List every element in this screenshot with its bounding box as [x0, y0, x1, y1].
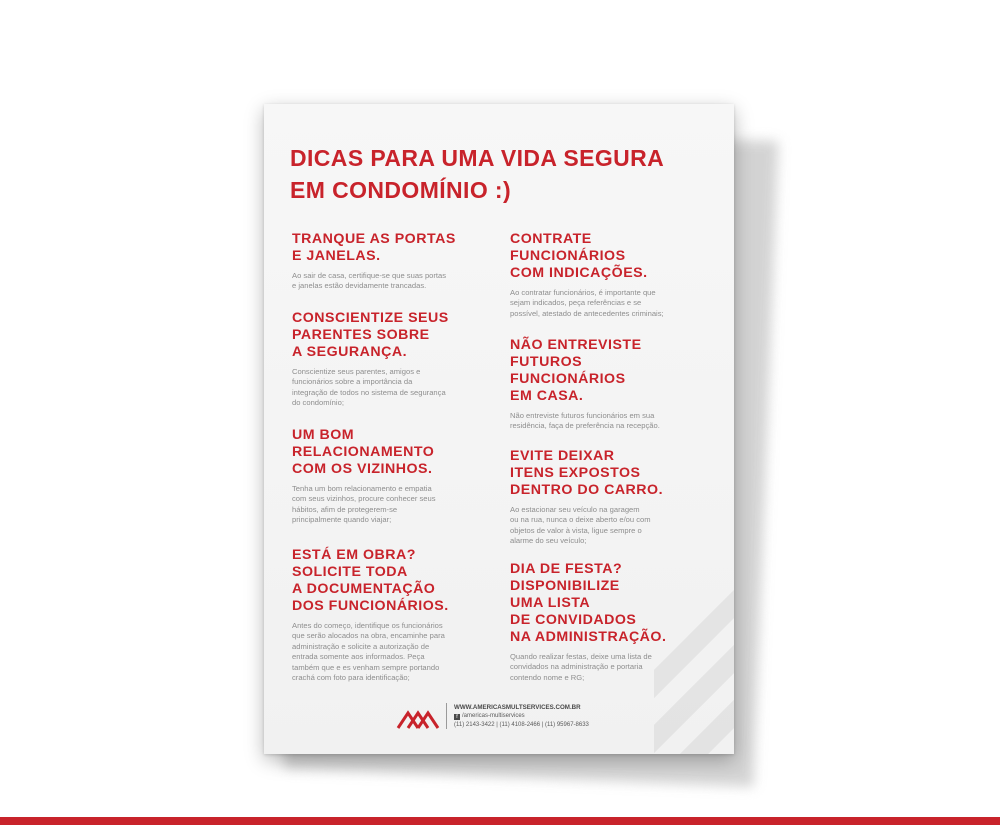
tip-heading-line: A DOCUMENTAÇÃO — [292, 581, 436, 597]
tip-heading-line: DENTRO DO CARRO. — [510, 482, 664, 498]
tip-heading-line: EM CASA. — [510, 388, 584, 404]
tip-heading-line: FUNCIONÁRIOS — [510, 248, 626, 264]
tip-heading-line: A SEGURANÇA. — [292, 344, 408, 360]
flyer-title-line: DICAS PARA UMA VIDA SEGURA — [290, 145, 665, 171]
tip-heading-line: ESTÁ EM OBRA? — [292, 547, 416, 563]
tip-body-line: Tenha um bom relacionamento e empatia — [292, 484, 432, 493]
tip-construction — [292, 547, 497, 683]
flyer-sheet — [264, 104, 734, 754]
tip-body-line: alarme do seu veículo; — [510, 536, 587, 546]
tip-body-line: sejam indicados, peça referências e se — [510, 298, 642, 308]
tip-heading-line: RELACIONAMENTO — [292, 444, 435, 460]
footer-contacts — [454, 703, 589, 730]
tip-heading-line: TRANQUE AS PORTAS — [292, 231, 456, 247]
tip-party-guest-list — [510, 561, 715, 683]
tip-body-line: e janelas estão devidamente trancadas. — [292, 281, 427, 291]
tip-no-home-interviews — [510, 337, 715, 432]
tip-heading-line: FUNCIONÁRIOS — [510, 371, 626, 387]
flyer-footer — [396, 699, 626, 731]
tip-body — [292, 271, 497, 292]
tip-body-line: residência, faça de preferência na recepção. — [510, 421, 660, 431]
tip-heading — [292, 231, 497, 265]
tip-heading-line: DISPONIBILIZE — [510, 578, 620, 594]
tip-body-line: Antes do começo, identifique os funcionários — [292, 621, 443, 630]
tip-body-line: Conscientize seus parentes, amigos e — [292, 367, 421, 376]
tip-body-line: hábitos, afim de protegerem-se — [292, 504, 398, 514]
tip-body-line: Ao estacionar seu veículo na garagem — [510, 505, 640, 514]
tip-heading-line: SOLICITE TODA — [292, 564, 408, 580]
tip-body-line: Ao sair de casa, certifique-se que suas portas — [292, 271, 447, 280]
tip-body-line: do condomínio; — [292, 398, 344, 408]
tip-body-line: ou na rua, nunca o deixe aberto e/ou com — [510, 515, 651, 525]
company-logo — [396, 707, 440, 729]
facebook-handle: /americas-multiservices — [462, 713, 525, 719]
tip-body-line: Ao contratar funcionários, é importante que — [510, 288, 656, 297]
tip-aware-relatives — [292, 310, 497, 409]
tip-heading — [292, 547, 497, 615]
tip-hire-referrals — [510, 231, 715, 319]
bottom-accent-bar — [0, 817, 1000, 825]
tip-body-line: entrada somente aos informados. Peça — [292, 652, 425, 662]
tip-heading — [510, 337, 715, 405]
tip-body — [510, 505, 715, 547]
tip-body-line: convidados na administração e portaria — [510, 662, 643, 672]
tip-heading-line: EVITE DEIXAR — [510, 448, 615, 464]
tip-body-line: também que e es venham sempre portando — [292, 662, 440, 672]
tip-body-line: Quando realizar festas, deixe uma lista de — [510, 652, 652, 661]
tip-heading-line: DE CONVIDADOS — [510, 612, 637, 628]
tip-car-items — [510, 448, 715, 547]
tip-body — [292, 367, 497, 409]
tip-heading-line: COM INDICAÇÕES. — [510, 265, 648, 281]
tip-body-line: que serão alocados na obra, encaminhe para — [292, 631, 445, 641]
tip-heading — [292, 310, 497, 361]
tip-heading — [510, 231, 715, 282]
flyer-title — [290, 142, 720, 206]
tip-body-line: com seus vizinhos, procure conhecer seus — [292, 494, 436, 504]
tip-body-line: possível, atestado de antecedentes criminais; — [510, 308, 664, 318]
tip-heading-line: COM OS VIZINHOS. — [292, 461, 433, 477]
tip-heading — [510, 448, 715, 499]
tip-body — [510, 288, 715, 319]
phones-text: (11) 2143-3422 | (11) 4108-2466 | (11) 95967-8633 — [454, 722, 589, 728]
tip-body-line: funcionários sobre a importância da — [292, 377, 413, 387]
tip-heading-line: UMA LISTA — [510, 595, 591, 611]
tip-body-line: integração de todos no sistema de segurança — [292, 387, 446, 397]
tip-body — [510, 652, 715, 683]
tip-heading-line: ITENS EXPOSTOS — [510, 465, 641, 481]
facebook-icon: f — [454, 714, 460, 720]
flyer-title-line: EM CONDOMÍNIO :) — [290, 177, 512, 203]
tip-body-line: objetos de valor à vista, ligue sempre o — [510, 525, 642, 535]
tip-heading-line: PARENTES SOBRE — [292, 327, 430, 343]
tip-heading-line: DIA DE FESTA? — [510, 561, 623, 577]
tip-heading — [292, 427, 497, 478]
facebook-line — [454, 712, 589, 721]
tip-body — [510, 411, 715, 432]
tip-heading-line: CONTRATE — [510, 231, 592, 247]
tip-heading-line: DOS FUNCIONÁRIOS. — [292, 598, 449, 614]
tip-heading-line: E JANELAS. — [292, 248, 381, 264]
tip-body-line: contendo nome e RG; — [510, 672, 585, 682]
tip-neighbors — [292, 427, 497, 526]
tip-lock-doors — [292, 231, 497, 292]
tip-heading — [510, 561, 715, 646]
tip-heading-line: NA ADMINISTRAÇÃO. — [510, 629, 667, 645]
tip-body — [292, 621, 497, 683]
tip-heading-line: FUTUROS — [510, 354, 583, 370]
tip-heading-line: UM BOM — [292, 427, 355, 443]
footer-divider — [446, 703, 447, 729]
tip-heading-line: NÃO ENTREVISTE — [510, 337, 642, 353]
tip-heading-line: CONSCIENTIZE SEUS — [292, 310, 449, 326]
website-text: WWW.AMERICASMULTSERVICES.COM.BR — [454, 704, 581, 711]
tip-body-line: crachá com foto para identificação; — [292, 673, 410, 683]
tip-body-line: administração e solicite a autorização de — [292, 641, 430, 651]
tip-body-line: principalmente quando viajar; — [292, 515, 392, 525]
tip-body — [292, 484, 497, 526]
tip-body-line: Não entreviste futuros funcionários em sua — [510, 411, 655, 420]
